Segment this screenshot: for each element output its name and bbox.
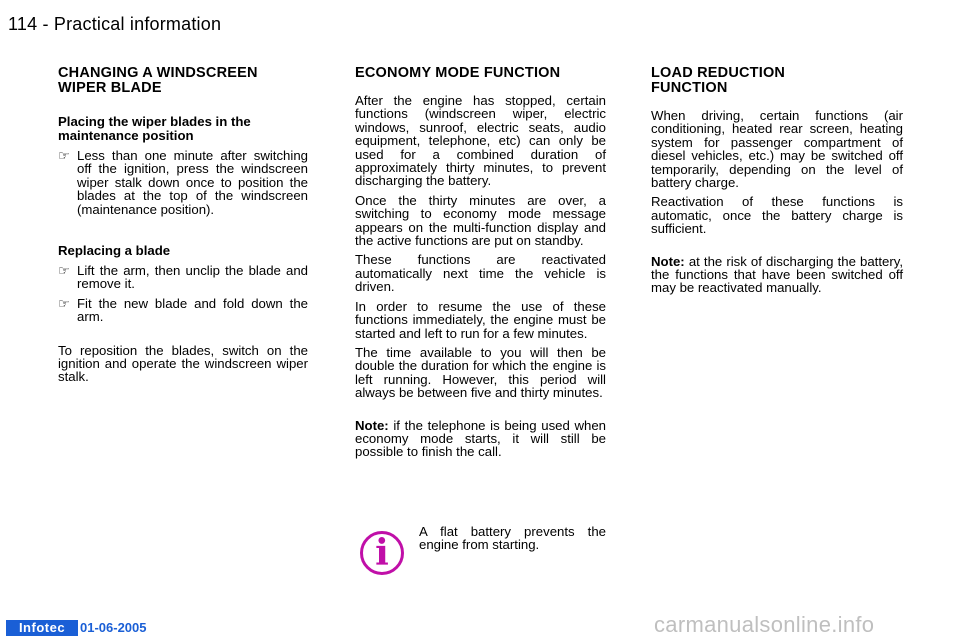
replace-bullet-text: Fit the new blade and fold down the arm. [77, 295, 308, 325]
economy-note [355, 419, 606, 459]
load-section-title [651, 66, 903, 96]
economy-section [355, 66, 606, 459]
load-title-line2: FUNCTION [651, 80, 728, 96]
footer-date: 01-06-2005 [80, 620, 147, 635]
page-title: 114 - Practical information [8, 14, 222, 34]
economy-paragraph: In order to resume the use of these functions immediately, the engine must be started and left to run for a few minutes. [355, 298, 606, 341]
note-label: Note: [355, 417, 389, 433]
info-callout [360, 525, 606, 580]
replace-bullet-text: Lift the arm, then unclip the blade and remove it. [77, 263, 308, 292]
wiper-section [58, 66, 308, 384]
note-label: Note: [651, 253, 685, 269]
reposition-text: To reposition the blades, switch on the ignition and operate the windscreen wiper stalk. [58, 342, 308, 385]
load-title-line1: LOAD REDUCTION [651, 65, 786, 81]
load-paragraph: Reactivation of these functions is automatic, once the battery charge is sufficient. [651, 194, 903, 237]
pointing-finger-icon: ☞ [58, 148, 70, 163]
load-note [651, 255, 903, 295]
maintenance-bullet-text: Less than one minute after switching off the ignition, press the windscreen wiper stalk down once to position the blades at the top of the windscreen (maintenance position). [77, 148, 308, 217]
wiper-title-line2: WIPER BLADE [58, 80, 162, 96]
economy-paragraph: The time available to you will then be double the duration for which the engine is left running. However, this period will always be between five and thirty minutes. [355, 344, 606, 401]
wiper-title-line1: CHANGING A WINDSCREEN [58, 65, 258, 81]
economy-paragraph: After the engine has stopped, certain functions (windscreen wiper, electric windows, sunroof, electric seats, audio equipment, telephone, etc) can only be used for a combined duration of approximately thirty minutes, to prevent discharging the battery. [355, 93, 606, 189]
wiper-section-title [58, 66, 308, 96]
pointing-finger-icon: ☞ [58, 263, 70, 279]
replace-bullet [58, 264, 308, 291]
maintenance-heading [58, 115, 308, 143]
maintenance-heading-line2: maintenance position [58, 128, 194, 143]
pointing-finger-icon: ☞ [58, 295, 70, 311]
economy-section-title: ECONOMY MODE FUNCTION [355, 65, 561, 81]
load-note-text: at the risk of discharging the battery, the functions that have been switched off may be reactivated manually. [651, 253, 903, 296]
load-paragraph: When driving, certain functions (air conditioning, heated rear screen, heating system for passenger compartment of diesel vehicles, etc.) may be switched off temporarily, depending on the level of battery charge. [651, 108, 903, 191]
replace-heading: Replacing a blade [58, 243, 171, 259]
maintenance-bullet [58, 149, 308, 216]
economy-note-text: if the telephone is being used when economy mode starts, it will still be possible to finish the call. [355, 417, 606, 460]
replace-bullet [58, 297, 308, 324]
maintenance-heading-line1: Placing the wiper blades in the [58, 114, 251, 129]
economy-paragraph: These functions are reactivated automatically next time the vehicle is driven. [355, 252, 606, 295]
info-icon: i [360, 531, 404, 575]
load-section [651, 66, 903, 295]
infotec-logo: Infotec [6, 620, 78, 636]
economy-paragraph: Once the thirty minutes are over, a switching to economy mode message appears on the multi-function display and the active functions are put on standby. [355, 192, 606, 249]
info-text: A flat battery prevents the engine from starting. [419, 524, 606, 553]
watermark: carmanualsonline.info [654, 612, 875, 637]
